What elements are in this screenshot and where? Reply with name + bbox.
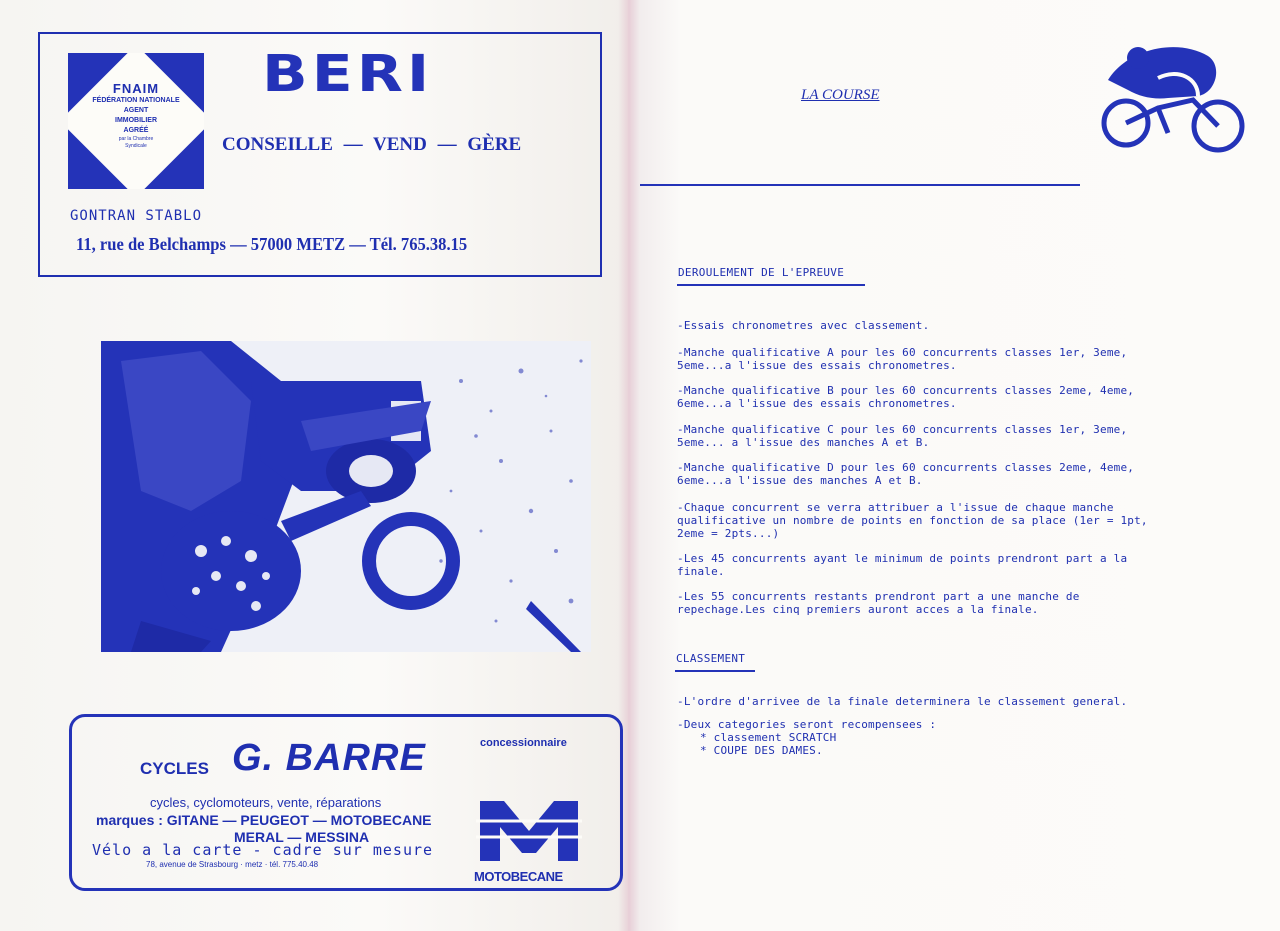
barre-services: cycles, cyclomoteurs, vente, réparations bbox=[150, 795, 382, 810]
title-divider bbox=[640, 184, 1080, 186]
barre-slogan: Vélo a la carte - cadre sur mesure bbox=[92, 841, 434, 859]
section-heading-classement: CLASSEMENT bbox=[676, 652, 746, 665]
beri-address: 11, rue de Belchamps — 57000 METZ — Tél. 765.38.15 bbox=[76, 234, 468, 254]
beri-contact-name: GONTRAN STABLO bbox=[70, 208, 203, 224]
barre-street-address: 78, avenue de Strasbourg · metz · tél. 775.40.48 bbox=[146, 860, 319, 869]
course-paragraph-2: -Manche qualificative A pour les 60 concurrents classes 1er, 3eme, 5eme...a l'issue des essais chronometres. bbox=[677, 346, 1128, 372]
beri-logo: BERI bbox=[262, 44, 434, 104]
category-dames: * COUPE DES DAMES. bbox=[700, 744, 823, 757]
concessionnaire-label: concessionnaire bbox=[480, 737, 567, 749]
classement-paragraph-1: -L'ordre d'arrivee de la finale determinera le classement general. bbox=[677, 695, 1128, 708]
barre-brands-line1: marques : GITANE — PEUGEOT — MOTOBECANE bbox=[96, 812, 432, 828]
category-scratch: * classement SCRATCH bbox=[700, 731, 837, 744]
section-heading-deroulement: DEROULEMENT DE L'EPREUVE bbox=[678, 266, 845, 279]
barre-advertisement bbox=[69, 714, 623, 891]
fnaim-title: FNAIM bbox=[112, 81, 160, 96]
fnaim-line-1: FÉDÉRATION NATIONALE bbox=[92, 97, 180, 104]
fnaim-line-4: AGRÉÉ bbox=[123, 127, 149, 134]
fnaim-line-2: AGENT bbox=[123, 107, 149, 114]
motobecane-logo-icon bbox=[476, 793, 582, 873]
race-photo-image bbox=[101, 341, 591, 652]
fnaim-text-block bbox=[68, 81, 204, 150]
fnaim-line-3: IMMOBILIER bbox=[115, 117, 157, 124]
fnaim-line-6: Syndicale bbox=[125, 143, 147, 149]
course-paragraph-6: -Chaque concurrent se verra attribuer a l'issue de chaque manche qualificative un nombre de points en fonction de sa place (1er = 1pt, 2eme = 2pts...) bbox=[677, 501, 1148, 540]
barre-brands-line2: MERAL — MESSINA bbox=[234, 829, 370, 845]
fnaim-line-5: par la Chambre bbox=[118, 136, 154, 142]
course-paragraph-3: -Manche qualificative B pour les 60 concurrents classes 2eme, 4eme, 6eme...a l'issue des essais chronometres. bbox=[677, 384, 1135, 410]
course-paragraph-8: -Les 55 concurrents restants prendront part a une manche de repechage.Les cinq premiers auront acces a la finale. bbox=[677, 590, 1080, 616]
section-underline-deroulement bbox=[677, 284, 865, 286]
barre-name: G. BARRE bbox=[232, 737, 426, 779]
classement-paragraph-2: -Deux categories seront recompensees : bbox=[677, 718, 937, 731]
course-paragraph-4: -Manche qualificative C pour les 60 concurrents classes 1er, 3eme, 5eme... a l'issue des manches A et B. bbox=[677, 423, 1128, 449]
cycles-label: CYCLES bbox=[140, 759, 209, 778]
course-paragraph-7: -Les 45 concurrents ayant le minimum de points prendront part a la finale. bbox=[677, 552, 1128, 578]
cyclist-icon bbox=[1098, 38, 1246, 158]
race-photo bbox=[101, 341, 591, 652]
section-underline-classement bbox=[675, 670, 755, 672]
fnaim-logo bbox=[68, 53, 204, 189]
beri-advertisement bbox=[38, 32, 602, 277]
motobecane-label: MOTOBECANE bbox=[474, 869, 563, 884]
course-paragraph-5: -Manche qualificative D pour les 60 concurrents classes 2eme, 4eme, 6eme...a l'issue des manches A et B. bbox=[677, 461, 1135, 487]
beri-tagline: CONSEILLE — VEND — GÈRE bbox=[222, 134, 522, 155]
page-title: LA COURSE bbox=[801, 87, 880, 103]
course-paragraph-1: -Essais chronometres avec classement. bbox=[677, 319, 930, 332]
